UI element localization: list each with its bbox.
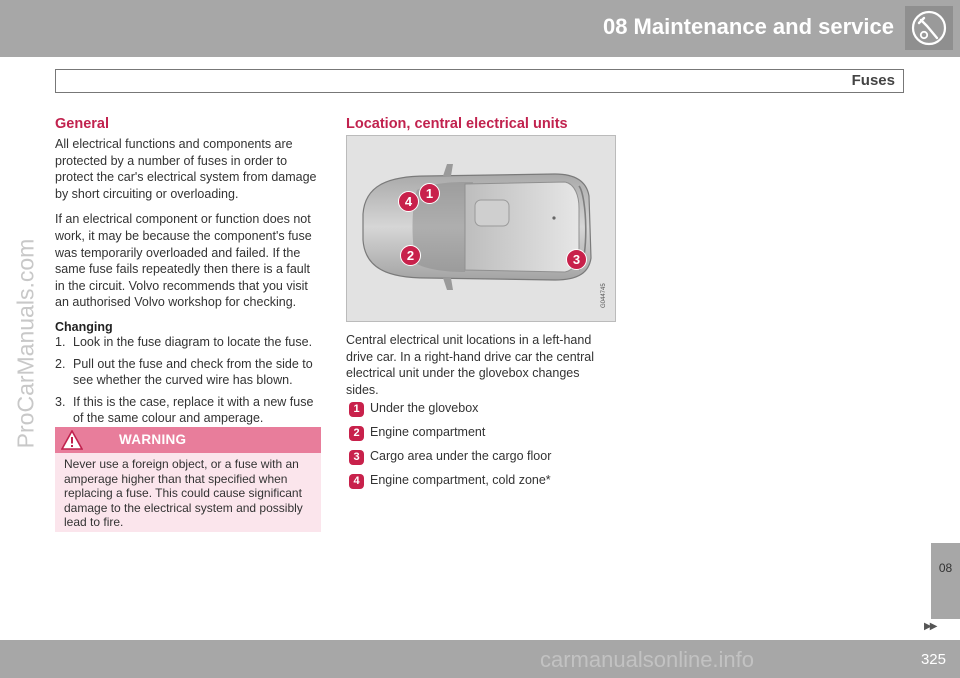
step-text: Pull out the fuse and check from the side to see whether the curved wire has blown. [73, 356, 313, 388]
location-number-badge: 1 [349, 402, 364, 417]
step-item [55, 394, 321, 427]
next-page-arrows-icon: ▶▶ [924, 621, 936, 632]
location-number-badge: 3 [349, 450, 364, 465]
section-bar [55, 69, 904, 93]
list-item [346, 472, 614, 496]
figure-code: G044745 [601, 283, 607, 308]
left-column [55, 116, 321, 432]
chapter-icon-box [905, 6, 953, 50]
location-list [346, 400, 614, 496]
step-item [55, 334, 321, 351]
step-number: 2. [55, 356, 66, 371]
footer-watermark: carmanualsonline.info [540, 647, 755, 672]
warning-header [55, 427, 321, 453]
changing-heading: Changing [55, 319, 113, 334]
figure-caption: Central electrical unit locations in a left-hand drive car. In a right-hand drive car the central electrical unit under the glovebox changes sides. [346, 333, 595, 397]
chapter-title: 08 Maintenance and service [602, 14, 894, 39]
general-heading: General [55, 116, 109, 132]
list-item [346, 424, 614, 448]
step-text: Look in the fuse diagram to locate the fuse. [73, 334, 313, 349]
location-label: Engine compartment [370, 425, 486, 439]
step-text: If this is the case, replace it with a new fuse of the same colour and amperage. [73, 394, 314, 426]
right-column [346, 116, 614, 136]
marker-4: 4 [398, 191, 419, 212]
car-location-figure [346, 135, 616, 322]
warning-title: WARNING [119, 432, 187, 447]
step-number: 1. [55, 334, 66, 349]
changing-steps [55, 334, 321, 427]
chapter-tab-label: 08 [938, 561, 953, 575]
step-number: 3. [55, 394, 66, 409]
warning-box [55, 427, 321, 532]
location-label: Under the glovebox [370, 401, 479, 415]
marker-3: 3 [566, 249, 587, 270]
wrench-gear-icon [905, 6, 953, 50]
location-number-badge: 2 [349, 426, 364, 441]
chapter-side-tab [931, 543, 960, 619]
location-label: Cargo area under the cargo floor [370, 449, 552, 463]
location-number-badge: 4 [349, 474, 364, 489]
page-header [0, 0, 960, 57]
location-heading: Location, central electrical units [346, 116, 568, 132]
location-label: Engine compartment, cold zone* [370, 473, 551, 487]
car-top-view-illustration [347, 136, 615, 321]
side-watermark: ProCarManuals.com [12, 238, 39, 449]
general-para-1: All electrical functions and components are protected by a number of fuses in order to protect the car's electrical system from damage by short circuiting or overloading. [55, 137, 317, 201]
general-para-2: If an electrical component or function does not work, it may be because the component's fuse was temporarily overloaded and failed. If the same fuse fails repeatedly then there is a fault in the circuit. Volvo recommends that you visit an authorised Volvo workshop for checking. [55, 212, 312, 310]
list-item [346, 400, 614, 424]
marker-2: 2 [400, 245, 421, 266]
marker-1: 1 [419, 183, 440, 204]
page-footer [0, 640, 960, 678]
page-number: 325 [920, 651, 946, 668]
warning-text: Never use a foreign object, or a fuse with an amperage higher than that specified when replacing a fuse. This could cause significant damage to the electrical system and possibly lead to fire. [64, 457, 303, 530]
list-item [346, 448, 614, 472]
section-title: Fuses [851, 72, 895, 89]
step-item [55, 356, 321, 389]
warning-triangle-icon [61, 430, 83, 450]
